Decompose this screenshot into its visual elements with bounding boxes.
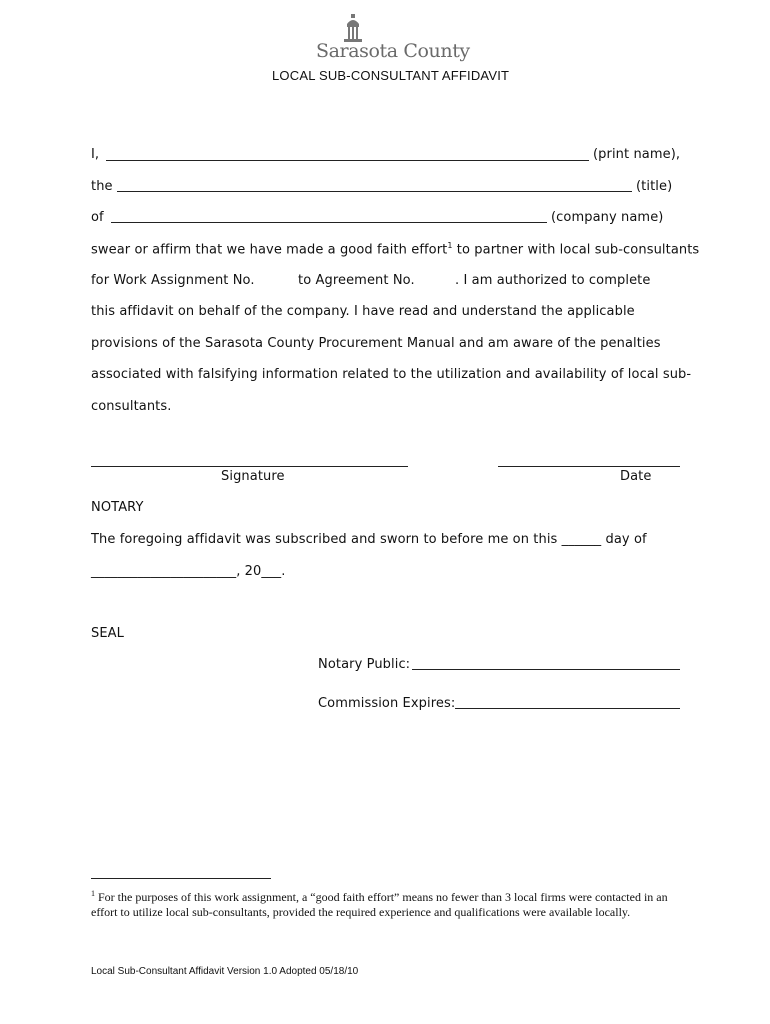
signature-field[interactable] — [91, 466, 408, 467]
body-line-5: associated with falsifying information related to the utilization and availability of local sub- — [91, 367, 692, 382]
commission-expires-label: Commission Expires: — [318, 696, 456, 711]
logo-text: Sarasota County — [316, 40, 470, 62]
county-logo — [316, 14, 470, 64]
commission-expires-field[interactable] — [455, 708, 680, 709]
footnote-mark: 1 — [91, 889, 95, 898]
swear-text: swear or affirm that we have made a good faith effort — [91, 242, 448, 258]
sworn-text: The foregoing affidavit was subscribed and sworn to before me on this ______ day of — [91, 532, 647, 547]
notary-public-field[interactable] — [412, 669, 680, 670]
company-name-field[interactable] — [111, 222, 547, 223]
year-text: ______________________, 20___. — [91, 564, 286, 579]
title-label: (title) — [636, 179, 673, 194]
i-prefix: I, — [91, 147, 100, 162]
body-line-4: provisions of the Sarasota County Procurement Manual and am aware of the penalties — [91, 336, 661, 351]
footnote-ref: 1 — [447, 241, 453, 250]
print-name-field[interactable] — [106, 160, 589, 161]
footnote — [91, 886, 681, 920]
footnote-divider — [91, 878, 271, 879]
body-line-6: consultants. — [91, 399, 172, 414]
title-field[interactable] — [117, 191, 632, 192]
page-title: LOCAL SUB-CONSULTANT AFFIDAVIT — [272, 68, 510, 83]
version-footer: Local Sub-Consultant Affidavit Version 1.0 Adopted 05/18/10 — [91, 966, 359, 977]
of-prefix: of — [91, 210, 104, 225]
swear-text-2: to partner with local sub-consultants — [452, 242, 700, 258]
seal-label: SEAL — [91, 626, 125, 641]
print-name-label: (print name), — [593, 147, 681, 162]
work-assignment-label: for Work Assignment No. — [91, 273, 255, 288]
agreement-label: to Agreement No. — [298, 273, 415, 288]
date-label: Date — [620, 469, 652, 484]
footnote-text: For the purposes of this work assignment, a “good faith effort” means no fewer than 3 local firms were contacted in an effort to utilize local sub-consultants, provided the required experience and qualifications were available locally. — [91, 890, 668, 919]
the-prefix: the — [91, 179, 113, 194]
signature-label: Signature — [221, 469, 285, 484]
notary-heading: NOTARY — [91, 500, 144, 515]
date-field[interactable] — [498, 466, 680, 467]
body-line-3: this affidavit on behalf of the company. I have read and understand the applicable — [91, 304, 635, 319]
authorized-text: . I am authorized to complete — [455, 273, 651, 288]
notary-public-label: Notary Public: — [318, 657, 411, 672]
swear-line — [91, 241, 699, 257]
company-name-label: (company name) — [551, 210, 664, 225]
